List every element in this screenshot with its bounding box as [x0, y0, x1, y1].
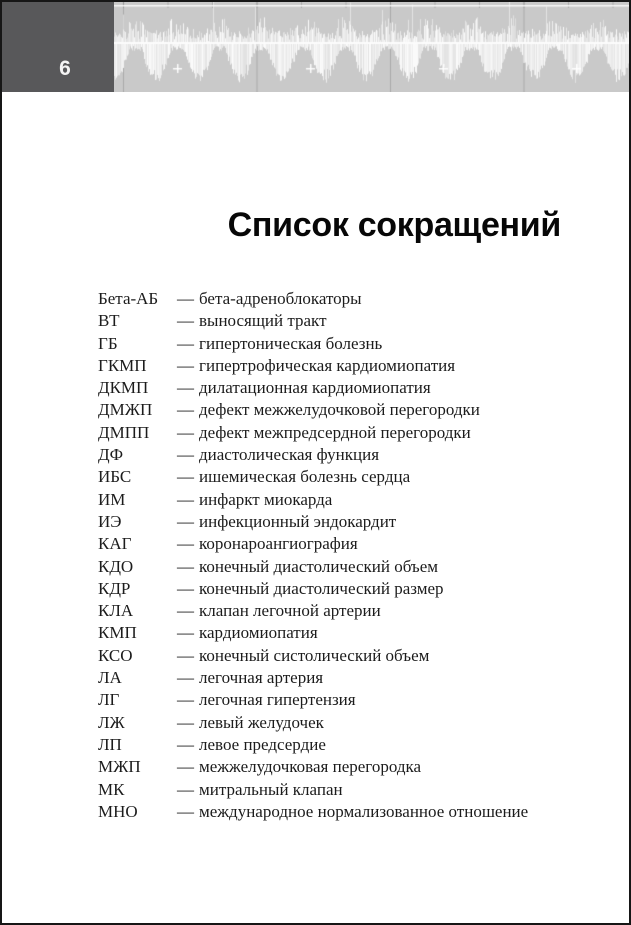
dash-separator: — [177, 489, 194, 509]
abbreviation-term: КМП [98, 623, 137, 643]
dash-separator: — [177, 445, 194, 465]
dash-separator: — [177, 668, 194, 688]
abbreviation-definition: дефект межжелудочковой перегородки [199, 400, 480, 420]
abbreviation-term: ЛГ [98, 690, 120, 710]
abbreviation-row [98, 578, 593, 600]
abbreviation-row [98, 333, 593, 355]
abbreviation-row [98, 801, 593, 823]
abbreviation-row [98, 399, 593, 421]
dash-separator: — [177, 645, 194, 665]
abbreviation-term: МК [98, 779, 125, 799]
abbreviation-definition: гипертрофическая кардиомиопатия [199, 355, 456, 375]
page-number-box [2, 2, 114, 92]
abbreviation-definition: коронароангиография [199, 534, 358, 554]
abbreviation-definition: легочная гипертензия [199, 690, 356, 710]
abbreviation-row [98, 533, 593, 555]
abbreviation-definition: выносящий тракт [199, 311, 327, 331]
abbreviation-row [98, 712, 593, 734]
abbreviation-term: ДКМП [98, 378, 149, 398]
abbreviation-row [98, 377, 593, 399]
abbreviation-term: ДФ [98, 445, 124, 465]
dash-separator: — [177, 467, 194, 487]
page-header-strip [2, 2, 629, 92]
abbreviation-row [98, 355, 593, 377]
abbreviation-row [98, 734, 593, 756]
abbreviation-definition: гипертоническая болезнь [199, 333, 383, 353]
abbreviation-row [98, 556, 593, 578]
abbreviation-definition: дефект межпредсердной перегородки [199, 422, 471, 442]
dash-separator: — [177, 712, 194, 732]
dash-separator: — [177, 289, 194, 308]
abbreviation-definition: инфаркт миокарда [199, 489, 333, 509]
abbreviation-row [98, 689, 593, 711]
dash-separator: — [177, 801, 194, 821]
abbreviation-row [98, 511, 593, 533]
dash-separator: — [177, 623, 194, 643]
abbreviation-definition: клапан легочной артерии [199, 601, 381, 621]
abbreviation-definition: дилатационная кардиомиопатия [199, 378, 431, 398]
abbreviation-term: ДМЖП [98, 400, 153, 420]
dash-separator: — [177, 422, 194, 442]
abbreviation-definition: легочная артерия [199, 668, 324, 688]
abbreviation-term: ЛП [98, 734, 122, 754]
abbreviation-row [98, 667, 593, 689]
abbreviation-definition: бета-адреноблокаторы [199, 289, 362, 308]
abbreviation-term: Бета-АБ [98, 289, 159, 308]
dash-separator: — [177, 355, 194, 375]
abbreviation-term: ВТ [98, 311, 120, 331]
dash-separator: — [177, 578, 194, 598]
abbreviation-term: ЛЖ [98, 712, 125, 732]
abbreviation-term: ГБ [98, 333, 118, 353]
abbreviation-term: ИЭ [98, 511, 122, 531]
abbreviation-term: КДО [98, 556, 134, 576]
dash-separator: — [177, 690, 194, 710]
abbreviation-row [98, 444, 593, 466]
doppler-waveform-icon [114, 2, 629, 92]
abbreviation-row [98, 622, 593, 644]
abbreviation-definition: диастолическая функция [199, 445, 380, 465]
abbreviation-row [98, 645, 593, 667]
abbreviation-row [98, 310, 593, 332]
dash-separator: — [177, 400, 194, 420]
abbreviation-term: МНО [98, 801, 138, 821]
abbreviation-term: МЖП [98, 757, 141, 777]
abbreviation-row [98, 756, 593, 778]
abbreviation-definition: ишемическая болезнь сердца [199, 467, 411, 487]
abbreviation-definition: конечный диастолический размер [199, 578, 444, 598]
abbreviation-definition: конечный диастолический объем [199, 556, 439, 576]
abbreviation-row [98, 489, 593, 511]
abbreviation-definition: межжелудочковая перегородка [199, 757, 422, 777]
dash-separator: — [177, 779, 194, 799]
dash-separator: — [177, 511, 194, 531]
abbreviation-term: КСО [98, 645, 133, 665]
abbreviation-row [98, 600, 593, 622]
abbreviation-definition: митральный клапан [199, 779, 343, 799]
abbreviation-term: КАГ [98, 534, 132, 554]
dash-separator: — [177, 601, 194, 621]
dash-separator: — [177, 378, 194, 398]
abbreviation-definition: международное нормализованное отношение [199, 801, 529, 821]
abbreviation-term: ЛА [98, 668, 122, 688]
dash-separator: — [177, 734, 194, 754]
abbreviation-row [98, 779, 593, 801]
dash-separator: — [177, 757, 194, 777]
abbreviation-row [98, 288, 593, 310]
abbreviation-definition: кардиомиопатия [199, 623, 318, 643]
abbreviation-row [98, 466, 593, 488]
abbreviation-term: ГКМП [98, 355, 147, 375]
abbreviations-list [98, 288, 593, 823]
dash-separator: — [177, 333, 194, 353]
abbreviation-definition: левое предсердие [199, 734, 326, 754]
abbreviation-definition: конечный систолический объем [199, 645, 430, 665]
abbreviation-definition: левый желудочек [199, 712, 324, 732]
dash-separator: — [177, 556, 194, 576]
abbreviation-term: КДР [98, 578, 131, 598]
abbreviation-definition: инфекционный эндокардит [199, 511, 397, 531]
page-number: 6 [59, 57, 71, 80]
dash-separator: — [177, 311, 194, 331]
abbreviation-term: ДМПП [98, 422, 150, 442]
abbreviation-term: ИМ [98, 489, 126, 509]
abbreviation-term: КЛА [98, 601, 134, 621]
page-title: Список сокращений [227, 206, 561, 244]
waveform-band [114, 2, 629, 92]
dash-separator: — [177, 534, 194, 554]
abbreviation-row [98, 422, 593, 444]
abbreviation-term: ИБС [98, 467, 132, 487]
